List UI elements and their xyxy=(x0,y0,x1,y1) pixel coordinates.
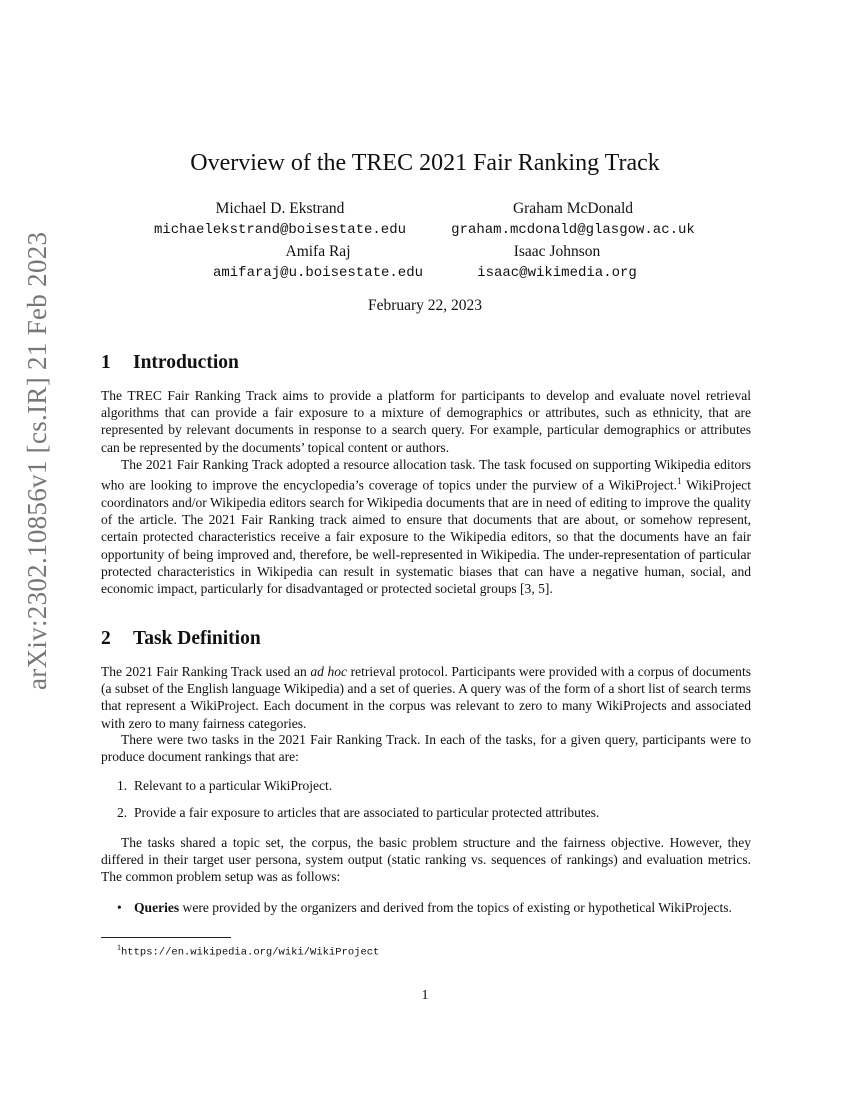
author-name: Isaac Johnson xyxy=(513,243,601,260)
list-item xyxy=(117,778,332,794)
bullet-term: Queries xyxy=(134,900,180,915)
author-name: Graham McDonald xyxy=(512,200,634,217)
author-name: Michael D. Ekstrand xyxy=(215,200,345,217)
list-item-number: 2. xyxy=(117,805,128,820)
list-item xyxy=(117,805,599,821)
list-item-number: 1. xyxy=(117,778,128,793)
intro-paragraph-2-text-b: WikiProject coordinators and/or Wikipedia editors search for Wikipedia documents that are in need of editing to improve the quality of the article. The 2021 Fair Ranking track aimed to ensure that documents that are about, or somehow represent, certain protected characteristics receive a fair exposure to the Wikipedia editors, so that the documents have an fair opportunity of being improved and, therefore, be well-represented in Wikipedia. The under-representation of particular protected characteristics in Wikipedia can result in systematic biases that can have a negative human, social, and economic impact, particularly for disadvantaged or protected societal groups [3, 5]. xyxy=(101,477,751,596)
author-block-2 xyxy=(423,199,723,241)
list-item-text: Relevant to a particular WikiProject. xyxy=(134,778,333,793)
intro-paragraph-2 xyxy=(101,456,751,597)
intro-paragraph-1: The TREC Fair Ranking Track aims to provide a platform for participants to develop and evaluate novel retrieval algorithms that can provide a fair exposure to a mixture of demographics or attributes, such as ethnicity, that are represented by relevant documents in response to a search query. For example, particular demographics or attributes can be represented by the documents’ topical content or authors. xyxy=(101,388,751,455)
paper-title: Overview of the TREC 2021 Fair Ranking Track xyxy=(190,150,660,176)
author-email[interactable]: isaac@wikimedia.org xyxy=(477,265,637,281)
italic-term: ad hoc xyxy=(310,664,348,679)
bullet-text: were provided by the organizers and derived from the topics of existing or hypothetical WikiProjects. xyxy=(179,900,732,915)
author-email[interactable]: graham.mcdonald@glasgow.ac.uk xyxy=(451,222,695,238)
section-heading-task-definition xyxy=(101,628,261,650)
page-number: 1 xyxy=(421,988,429,1003)
task-paragraph-1 xyxy=(101,663,751,732)
author-email[interactable]: amifaraj@u.boisestate.edu xyxy=(212,265,424,281)
footnote-marker[interactable]: 1 xyxy=(677,476,682,487)
section-title: Introduction xyxy=(133,352,239,373)
section-heading-introduction xyxy=(101,352,239,374)
task-paragraph-1-text-a: The 2021 Fair Ranking Track used an xyxy=(101,664,311,679)
task-paragraph-3: The tasks shared a topic set, the corpus, the basic problem structure and the fairness objective. However, they differed in their target user persona, system output (static ranking vs. sequences of rankings) and evaluation metrics. The common problem setup was as follows: xyxy=(101,835,751,885)
footnote-divider xyxy=(101,937,231,938)
arxiv-identifier: arXiv:2302.10856v1 [cs.IR] 21 Feb 2023 xyxy=(22,231,52,690)
section-number: 2 xyxy=(101,628,111,649)
author-block-4 xyxy=(407,242,707,284)
task-paragraph-2: There were two tasks in the 2021 Fair Ranking Track. In each of the tasks, for a given query, participants were to produce document rankings that are: xyxy=(101,732,751,765)
publication-date: February 22, 2023 xyxy=(367,297,483,314)
author-email[interactable]: michaelekstrand@boisestate.edu xyxy=(153,222,407,238)
list-item-text: Provide a fair exposure to articles that are associated to particular protected attributes. xyxy=(134,805,600,820)
task-paragraph-1-text-b: retrieval protocol. Participants were provided with a corpus of documents (a subset of the English language Wikipedia) and a set of queries. A query was of the form of a short list of search terms that represent a WikiProject. Each document in the corpus was relevant to zero to many WikiProjects and associated with zero to many fairness categories. xyxy=(101,664,751,731)
bullet-icon: • xyxy=(117,900,122,915)
bullet-item-queries xyxy=(117,899,751,916)
author-name: Amifa Raj xyxy=(285,243,351,260)
intro-paragraph-2-text-a: The 2021 Fair Ranking Track adopted a resource allocation task. The task focused on supporting Wikipedia editors who are looking to improve the encyclopedia’s coverage of topics under the purview of a WikiProject. xyxy=(101,457,751,493)
section-title: Task Definition xyxy=(133,628,261,649)
author-block-1 xyxy=(130,199,430,241)
footnote-number: 1 xyxy=(117,943,121,952)
footnote xyxy=(117,943,379,959)
footnote-link[interactable]: https://en.wikipedia.org/wiki/WikiProject xyxy=(121,946,380,959)
section-number: 1 xyxy=(101,352,111,373)
